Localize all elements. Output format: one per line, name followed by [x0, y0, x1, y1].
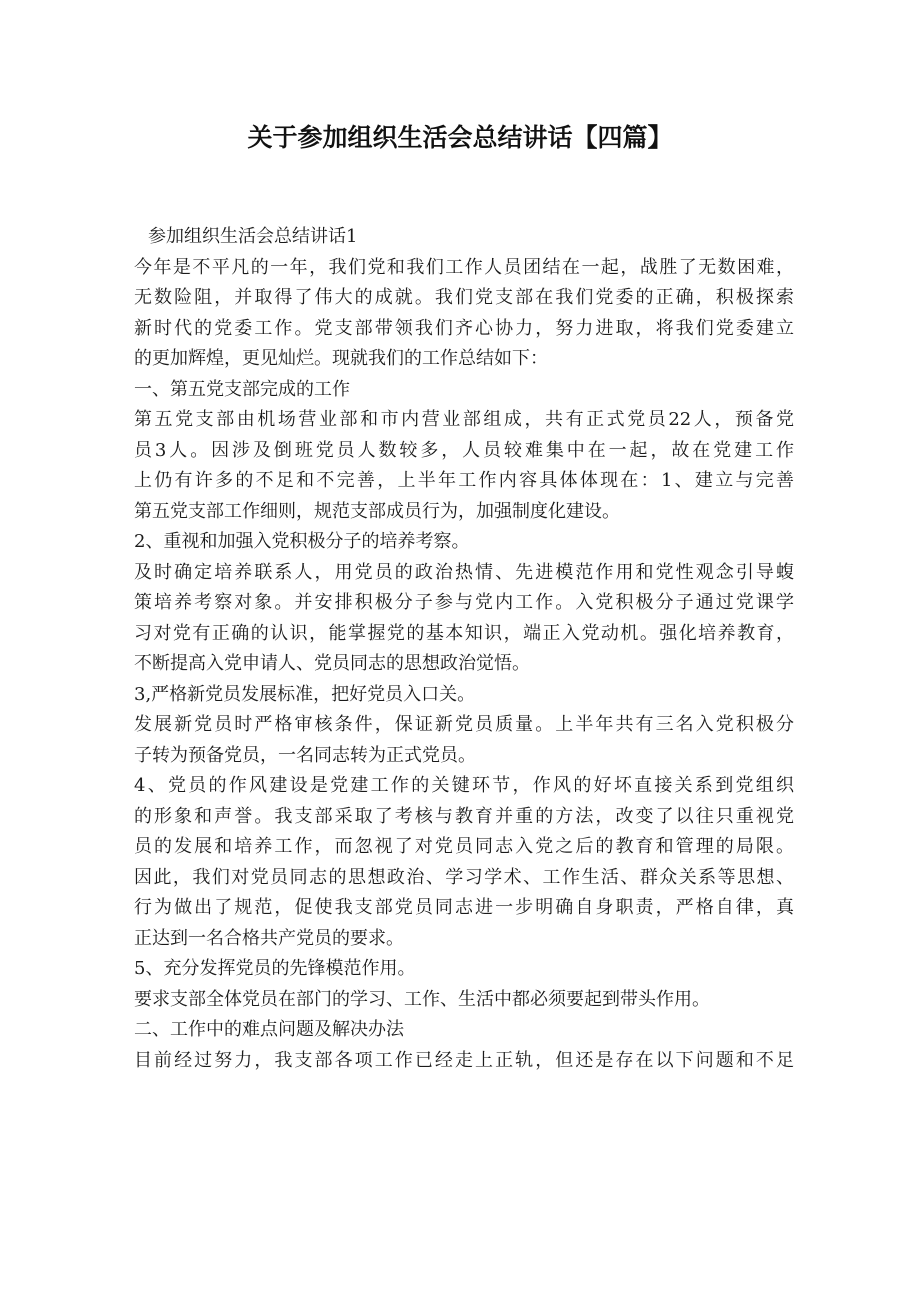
section-heading: 二、工作中的难点问题及解决办法	[134, 1019, 404, 1040]
paragraph-line: 要求支部全体党员在部门的学习、工作、生活中都必须要起到带头作用。	[134, 988, 710, 1010]
paragraph-line: 策培养考察对象。并安排积极分子参与党内工作。入党积极分子通过党课学	[134, 592, 794, 613]
paragraph-line: 的更加辉煌，更见灿烂。现就我们的工作总结如下：	[134, 348, 548, 369]
paragraph-line: 第五党支部工作细则，规范支部成员行为，加强制度化建设。	[134, 500, 620, 522]
paragraph-line: 新时代的党委工作。党支部带领我们齐心协力，努力进取，将我们党委建立	[134, 317, 794, 339]
paragraph-line: 今年是不平凡的一年，我们党和我们工作人员团结在一起，战胜了无数困难，	[134, 256, 794, 278]
paragraph-line: 正达到一名合格共产党员的要求。	[134, 927, 404, 949]
list-item-heading: 3,严格新党员发展标准，把好党员入口关。	[134, 683, 476, 705]
paragraph-line: 第五党支部由机场营业部和市内营业部组成，共有正式党员22人，预备党	[134, 409, 794, 430]
paragraph-line: 上仍有许多的不足和不完善，上半年工作内容具体体现在：1、建立与完善	[134, 470, 794, 491]
paragraph-line: 目前经过努力，我支部各项工作已经走上正轨，但还是存在以下问题和不足	[134, 1049, 794, 1071]
paragraph-line: 及时确定培养联系人，用党员的政治热情、先进模范作用和党性观念引导蝮	[134, 561, 794, 583]
paragraph-line: 员的发展和培养工作，而忽视了对党员同志入党之后的教育和管理的局限。	[134, 836, 794, 857]
list-item-heading: 2、重视和加强入党积极分子的培养考察。	[134, 531, 470, 552]
paragraph-line: 习对党有正确的认识，能掌握党的基本知识，端正入党动机。强化培养教育，	[134, 622, 794, 644]
section-heading: 一、第五党支部完成的工作	[134, 378, 350, 400]
document-body	[134, 222, 794, 1076]
section-heading: 参加组织生活会总结讲话1	[148, 226, 358, 247]
paragraph-line: 子转为预备党员，一名同志转为正式党员。	[134, 744, 476, 766]
paragraph-line: 无数险阻，并取得了伟大的成就。我们党支部在我们党委的正确，积极探索	[134, 287, 794, 308]
paragraph-line: 行为做出了规范，促使我支部党员同志进一步明确自身职责，严格自律，真	[134, 897, 794, 918]
list-item-heading: 5、充分发挥党员的先锋模范作用。	[134, 958, 416, 979]
paragraph-line: 不断提高入党申请人、党员同志的思想政治觉悟。	[134, 653, 530, 674]
paragraph-line: 发展新党员时严格审核条件，保证新党员质量。上半年共有三名入党积极分	[134, 714, 794, 735]
document-title: 关于参加组织生活会总结讲话【四篇】	[247, 123, 673, 152]
paragraph-line: 员3人。因涉及倒班党员人数较多，人员较难集中在一起，故在党建工作	[134, 439, 794, 461]
paragraph-line: 因此，我们对党员同志的思想政治、学习学术、工作生活、群众关系等思想、	[134, 866, 794, 888]
paragraph-line: 4、党员的作风建设是党建工作的关键环节，作风的好坏直接关系到党组织	[134, 775, 794, 796]
paragraph-line: 的形象和声誉。我支部采取了考核与教育并重的方法，改变了以往只重视党	[134, 805, 794, 827]
